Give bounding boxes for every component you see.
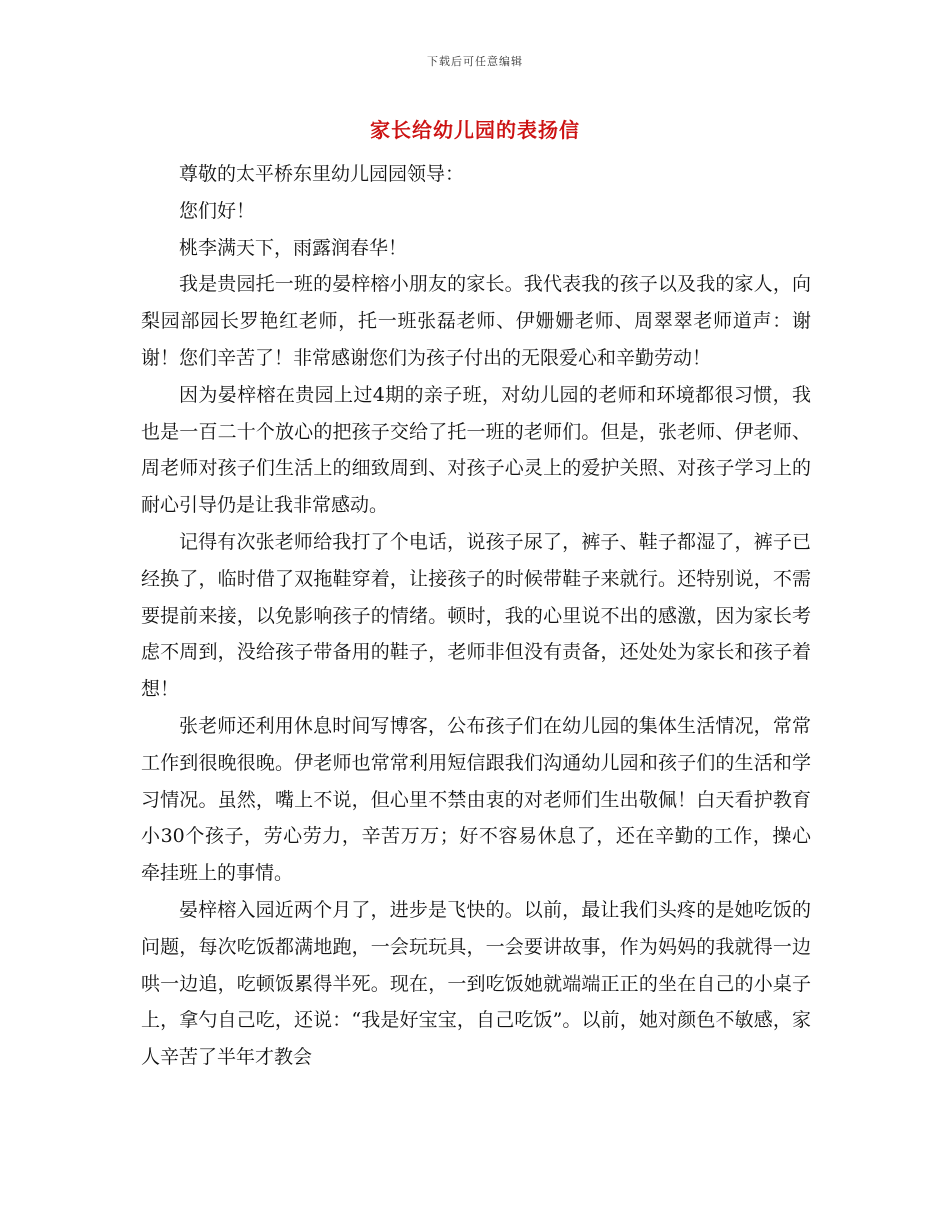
paragraph: 记得有次张老师给我打了个电话，说孩子尿了，裤子、鞋子都湿了，裤子已经换了，临时借了双拖鞋穿着，让接孩子的时候带鞋子来就行。还特别说，不需要提前来接，以免影响孩子的情绪。顿时，我的心里说不出的感激，因为家长考虑不周到，没给孩子带备用的鞋子，老师非但没有责备，还处处为家长和孩子着想！: [141, 530, 811, 701]
paragraph: 张老师还利用休息时间写博客，公布孩子们在幼儿园的集体生活情况，常常工作到很晚很晚。伊老师也常常利用短信跟我们沟通幼儿园和孩子们的生活和学习情况。虽然，嘴上不说，但心里不禁由衷的对老师们生出敬佩！白天看护教育小30个孩子，劳心劳力，辛苦万万；好不容易休息了，还在辛勤的工作，操心牵挂班上的事情。: [141, 714, 811, 885]
paragraph: 我是贵园托一班的晏梓榕小朋友的家长。我代表我的孩子以及我的家人，向梨园部园长罗艳红老师，托一班张磊老师、伊姗姗老师、周翠翠老师道声：谢谢！您们辛苦了！非常感谢您们为孩子付出的无限爱心和辛勤劳动！: [141, 273, 811, 369]
opening-phrase: 桃李满天下，雨露润春华！: [179, 236, 408, 259]
salutation: 尊敬的太平桥东里幼儿园园领导：: [179, 163, 465, 185]
greeting: 您们好！: [179, 199, 256, 222]
letter-title: 家长给幼儿园的表扬信: [370, 118, 580, 142]
header-note: 下载后可任意编辑: [427, 55, 523, 68]
letter-body: [141, 156, 811, 1076]
paragraph: 晏梓榕入园近两个月了，进步是飞快的。以前，最让我们头疼的是她吃饭的问题，每次吃饭都满地跑，一会玩玩具，一会要讲故事，作为妈妈的我就得一边哄一边追，吃顿饭累得半死。现在，一到吃饭她就端端正正的坐在自己的小桌子上，拿勺自己吃，还说：“我是好宝宝，自己吃饭”。以前，她对颜色不敏感，家人辛苦了半年才教会: [141, 898, 811, 1069]
paragraph: 因为晏梓榕在贵园上过4期的亲子班，对幼儿园的老师和环境都很习惯，我也是一百二十个放心的把孩子交给了托一班的老师们。但是，张老师、伊老师、周老师对孩子们生活上的细致周到、对孩子心灵上的爱护关照、对孩子学习上的耐心引导仍是让我非常感动。: [141, 383, 811, 517]
